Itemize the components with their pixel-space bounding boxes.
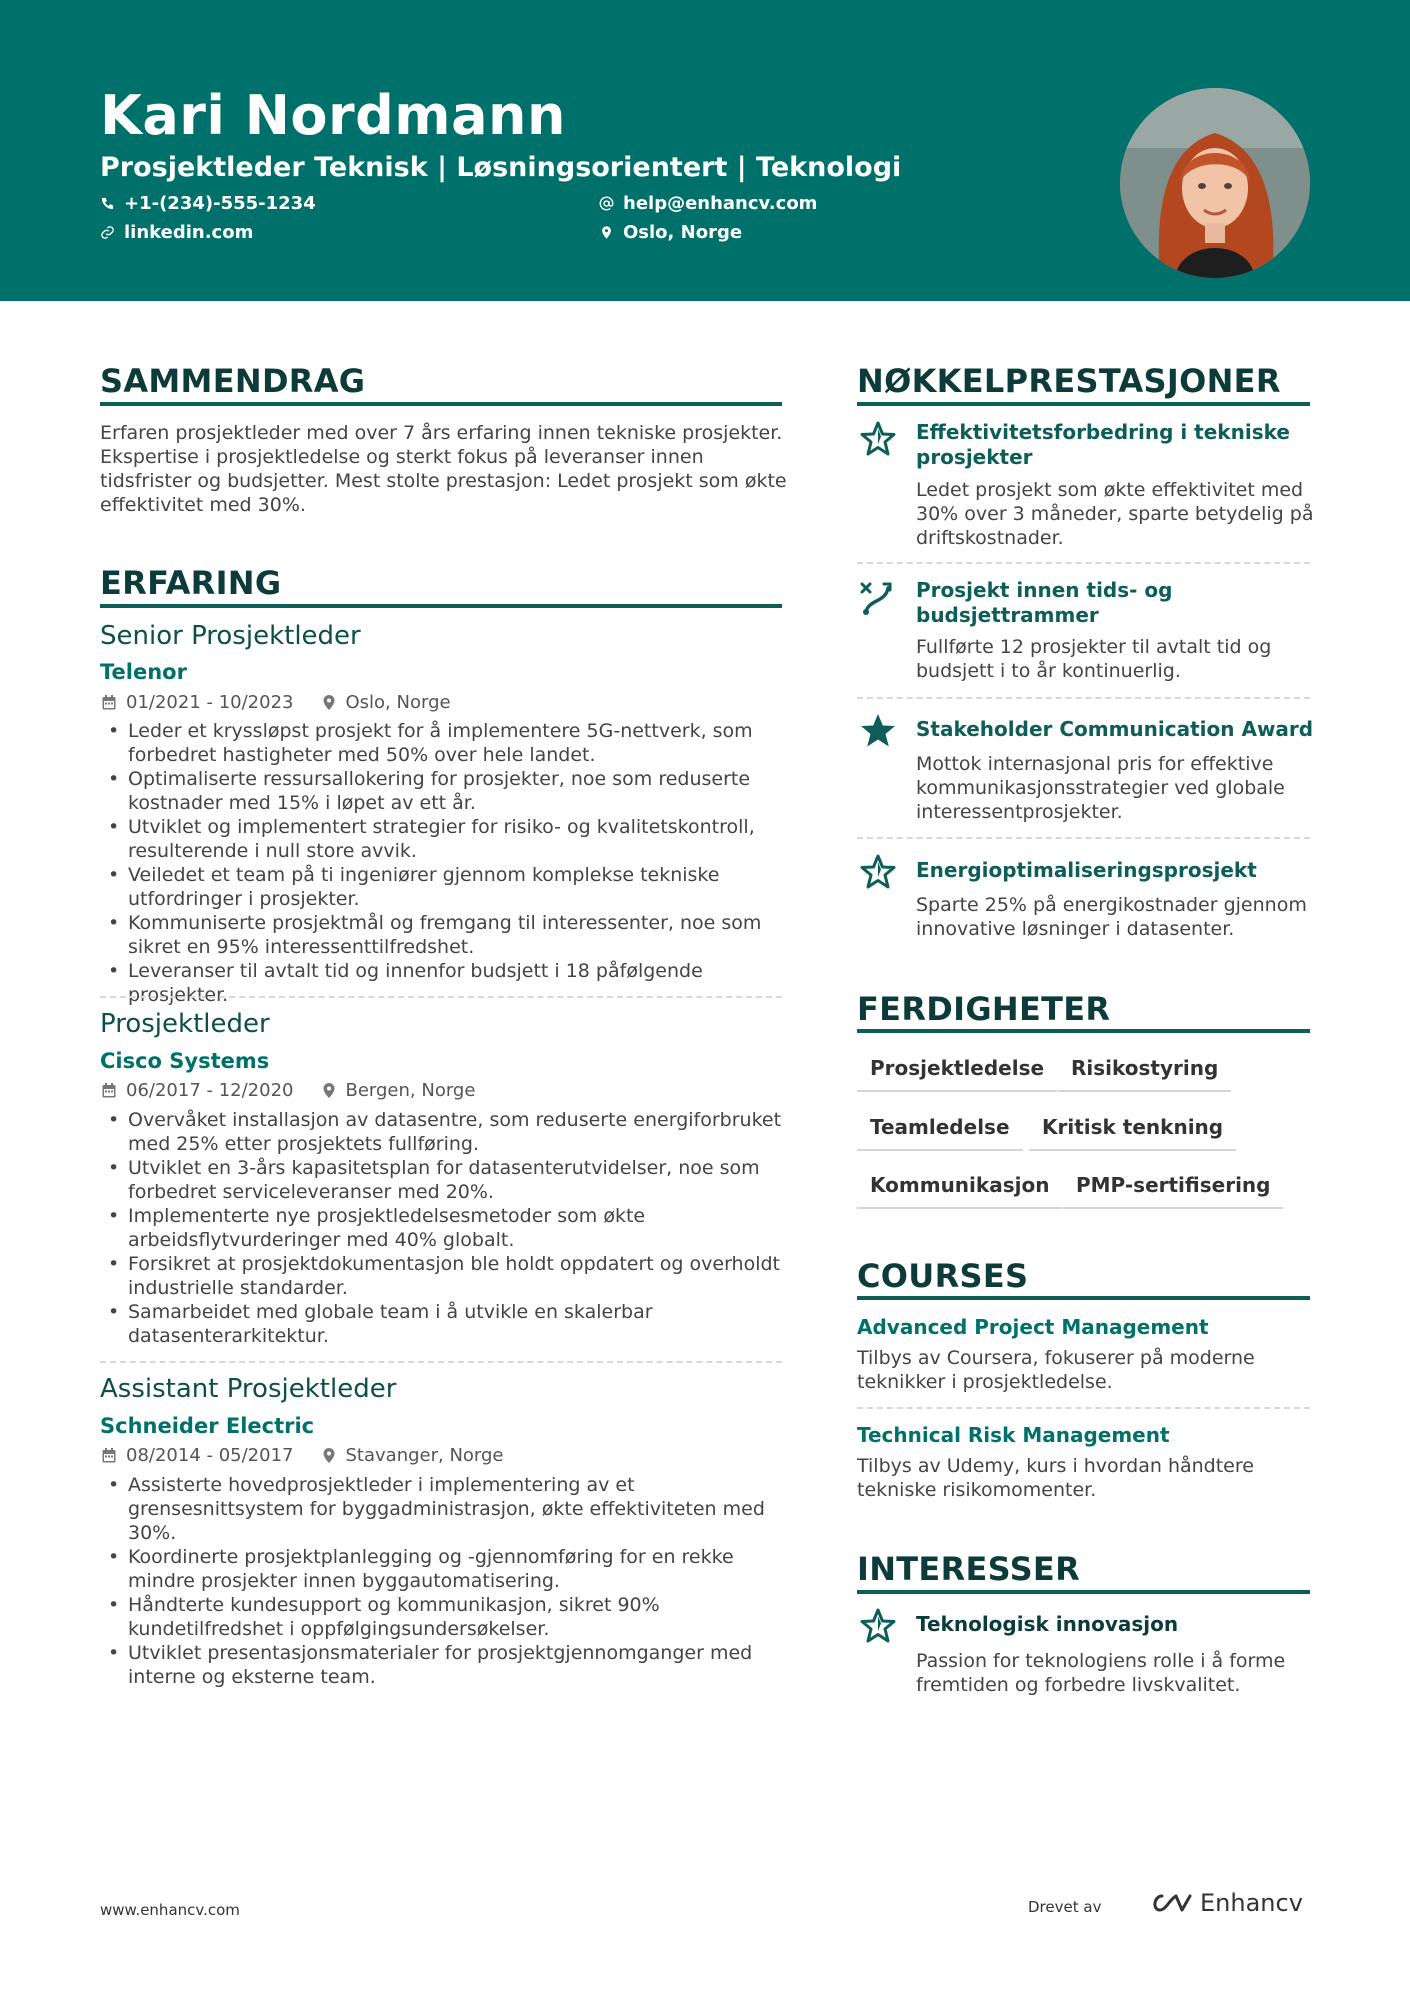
footer-brand-logo[interactable] (1148, 1889, 1303, 1917)
job-meta (102, 692, 451, 713)
skill-tag: Risikostyring (1058, 1056, 1231, 1092)
interests-rule (857, 1590, 1310, 1594)
achievement-desc: Fullførte 12 prosjekter til avtalt tid og budsjett i to år kontinuerlig. (916, 636, 1272, 682)
contact-linkedin[interactable] (100, 222, 253, 243)
star-outline-icon (858, 1606, 898, 1646)
portrait-photo (1120, 88, 1310, 278)
summary-text: Erfaren prosjektleder med over 7 års erfaring innen tekniske prosjekter. Ekspertise i prosjektledelse og sterkt fokus på leveranser innen tidsfrister og budsjetter. Mest stolte prestasjon: Ledet prosjekt som økte effektivitet med 30%. (100, 422, 787, 516)
divider (857, 837, 1310, 839)
interests-heading: INTERESSER (857, 1550, 1081, 1588)
location-pin-icon (322, 695, 336, 710)
calendar-icon (102, 1448, 116, 1463)
achievement-desc: Mottok internasjonal pris for effektive kommunikasjonsstrategier ved globale interessentprosjekter. (916, 753, 1285, 823)
phone-text: +1-(234)-555-1234 (124, 193, 316, 214)
list-item: • Kommuniserte prosjektmål og fremgang til interessenter, noe som sikret en 95% interessenttilfredshet. (100, 911, 790, 959)
job-dates: 06/2017 - 12/2020 (126, 1080, 294, 1101)
job-dates: 01/2021 - 10/2023 (126, 692, 294, 713)
location-pin-icon (322, 1448, 336, 1463)
divider (857, 562, 1310, 564)
summary-rule (100, 402, 782, 406)
footer-powered-by: Drevet av (1028, 1898, 1102, 1916)
avatar (1120, 88, 1310, 278)
list-item: • Utviklet og implementert strategier for risiko- og kvalitetskontroll, resulterende i null store avvik. (100, 815, 790, 863)
contact-location (599, 222, 742, 243)
job-meta (102, 1080, 475, 1101)
job-title: Assistant Prosjektleder (100, 1374, 397, 1404)
divider (100, 1361, 782, 1363)
company-name: Telenor (100, 660, 187, 684)
course-title: Advanced Project Management (857, 1315, 1209, 1339)
achievement-desc: Ledet prosjekt som økte effektivitet med 30% over 3 måneder, sparte betydelig på driftskostnader. (916, 479, 1314, 549)
job-location: Stavanger, Norge (345, 1445, 504, 1466)
skill-tag: Kommunikasjon (857, 1173, 1062, 1209)
list-item: • Koordinerte prosjektplanlegging og -gjennomføring for en rekke mindre prosjekter innen byggautomatisering. (100, 1545, 790, 1593)
courses-rule (857, 1296, 1310, 1300)
job-title: Prosjektleder (100, 1009, 270, 1039)
footer-website[interactable]: www.enhancv.com (100, 1901, 240, 1919)
job-dates: 08/2014 - 05/2017 (126, 1445, 294, 1466)
list-item: • Utviklet presentasjonsmaterialer for prosjektgjennomganger med interne og eksterne team. (100, 1641, 790, 1689)
achievements-heading: NØKKELPRESTASJONER (857, 362, 1281, 400)
list-item: • Leder et kryssløpst prosjekt for å implementere 5G-nettverk, som forbedret hastigheter med 50% over hele landet. (100, 719, 790, 767)
experience-rule (100, 604, 782, 608)
experience-heading: ERFARING (100, 564, 282, 602)
email-text: help@enhancv.com (623, 193, 818, 214)
list-item: • Assisterte hovedprosjektleder i implementering av et grensesnittsystem for byggadministrasjon, økte effektiviteten med 30%. (100, 1473, 790, 1545)
header-banner (0, 0, 1410, 301)
achievement-title: Energioptimaliseringsprosjekt (916, 858, 1257, 882)
list-item: • Implementerte nye prosjektledelsesmetoder som økte arbeidsflytvurderinger med 40% globalt. (100, 1204, 790, 1252)
list-item: • Optimaliserte ressursallokering for prosjekter, noe som reduserte kostnader med 15% i løpet av ett år. (100, 767, 790, 815)
star-outline-icon (858, 419, 898, 459)
job-location: Oslo, Norge (345, 692, 451, 713)
list-item: • Håndterte kundesupport og kommunikasjon, sikret 90% kundetilfredshet i oppfølgingsundersøkelser. (100, 1593, 790, 1641)
location-pin-icon (599, 225, 614, 240)
skill-tag: PMP-sertifisering (1063, 1173, 1283, 1209)
divider (100, 996, 782, 998)
list-item: • Utviklet en 3-års kapasitetsplan for datasenterutvidelser, noe som forbedret serviceleveranser med 20%. (100, 1156, 790, 1204)
course-desc: Tilbys av Udemy, kurs i hvordan håndtere tekniske risikomomenter. (857, 1455, 1254, 1501)
calendar-icon (102, 695, 116, 710)
list-item: • Samarbeidet med globale team i å utvikle en skalerbar datasenterarkitektur. (100, 1300, 790, 1348)
course-title: Technical Risk Management (857, 1423, 1170, 1447)
candidate-name: Kari Nordmann (100, 84, 566, 147)
calendar-icon (102, 1083, 116, 1098)
contact-email[interactable] (599, 193, 817, 214)
achievement-title: Prosjekt innen tids- og budsjettrammer (916, 578, 1173, 627)
job-location: Bergen, Norge (345, 1080, 476, 1101)
interest-title: Teknologisk innovasjon (916, 1612, 1179, 1636)
skills-heading: FERDIGHETER (857, 990, 1111, 1028)
location-pin-icon (322, 1083, 336, 1098)
divider (857, 1407, 1310, 1409)
divider (857, 697, 1310, 699)
phone-icon (100, 196, 115, 211)
list-item: • Veiledet et team på ti ingeniører gjennom komplekse tekniske utfordringer i prosjekter. (100, 863, 790, 911)
achievement-desc: Sparte 25% på energikostnader gjennom innovative løsninger i datasenter. (916, 894, 1307, 940)
enhancv-logo-icon (1148, 1891, 1192, 1915)
course-desc: Tilbys av Coursera, fokuserer på moderne teknikker i prosjektledelse. (857, 1347, 1255, 1393)
route-icon (858, 578, 898, 618)
list-item: • Leveranser til avtalt tid og innenfor budsjett i 18 påfølgende prosjekter. (100, 959, 790, 1007)
star-outline-icon (858, 852, 898, 892)
contact-phone[interactable] (100, 193, 316, 214)
footer-brand-name: Enhancv (1200, 1889, 1303, 1917)
achievements-rule (857, 402, 1310, 406)
linkedin-text: linkedin.com (124, 222, 254, 243)
skill-tag: Teamledelse (857, 1115, 1023, 1151)
skills-rule (857, 1029, 1310, 1033)
link-icon (100, 225, 115, 240)
courses-heading: COURSES (857, 1257, 1029, 1295)
summary-heading: SAMMENDRAG (100, 362, 366, 400)
at-icon (599, 196, 614, 211)
achievement-title: Stakeholder Communication Award (916, 717, 1314, 741)
star-filled-icon (858, 711, 898, 751)
list-item: • Forsikret at prosjektdokumentasjon ble holdt oppdatert og overholdt industrielle standarder. (100, 1252, 790, 1300)
headline: Prosjektleder Teknisk | Løsningsorientert | Teknologi (100, 152, 902, 183)
location-text: Oslo, Norge (623, 222, 743, 243)
job-title: Senior Prosjektleder (100, 621, 361, 651)
interest-desc: Passion for teknologiens rolle i å forme fremtiden og forbedre livskvalitet. (916, 1650, 1286, 1696)
achievement-title: Effektivitetsforbedring i tekniske prosjekter (916, 420, 1290, 469)
job-meta (102, 1445, 504, 1466)
list-item: • Overvåket installasjon av datasentre, som reduserte energiforbruket med 25% etter prosjektets fullføring. (100, 1108, 790, 1156)
skill-tag: Kritisk tenkning (1029, 1115, 1236, 1151)
skill-tag: Prosjektledelse (857, 1056, 1057, 1092)
company-name: Cisco Systems (100, 1049, 270, 1073)
company-name: Schneider Electric (100, 1414, 315, 1438)
job-bullets (100, 1108, 790, 1348)
job-bullets (100, 719, 790, 1007)
job-bullets (100, 1473, 790, 1689)
